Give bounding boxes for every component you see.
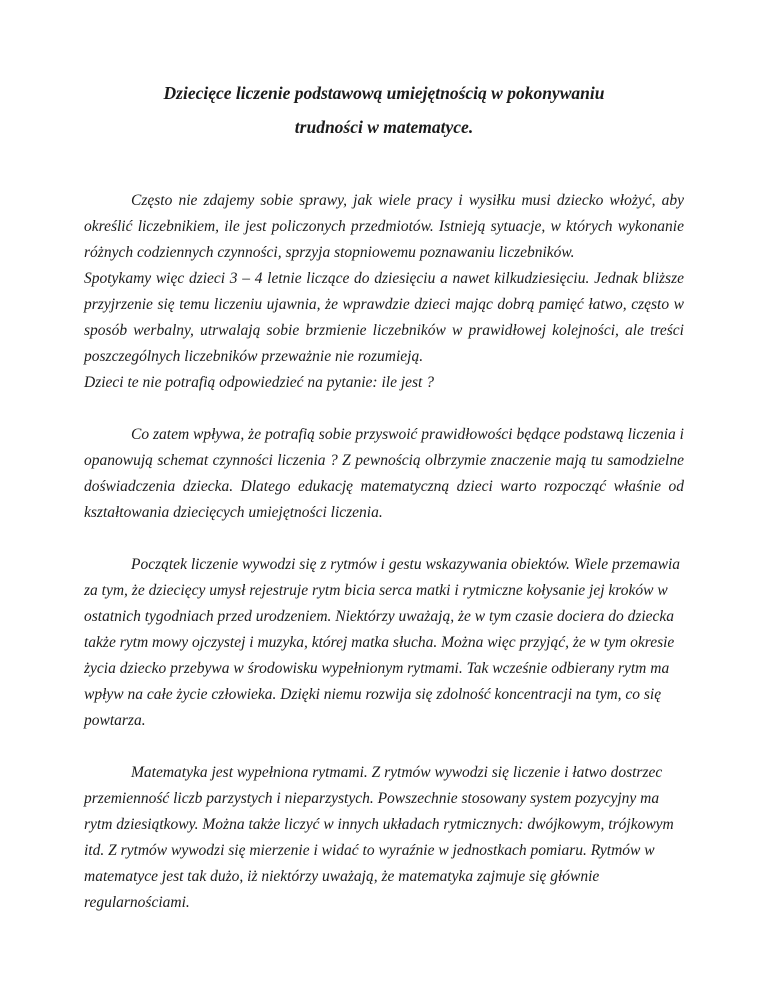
paragraph-1: Często nie zdajemy sobie sprawy, jak wiele pracy i wysiłku musi dziecko włożyć, aby określić liczebnikiem, ile jest policzonych przedmiotów. Istnieją sytuacje, w których wykonanie różnych codziennych czynności, sprzyja stopniowemu poznawaniu liczebników. — [84, 192, 684, 261]
paragraph-3: Dzieci te nie potrafią odpowiedzieć na pytanie: ile jest ? — [84, 374, 434, 391]
document-title-line-1: Dziecięce liczenie podstawową umiejętnością w pokonywaniu — [163, 83, 605, 103]
document-title-line-2: trudności w matematyce. — [294, 117, 474, 137]
paragraph-2: Spotykamy więc dzieci 3 – 4 letnie liczące do dziesięciu a nawet kilkudziesięciu. Jednak bliższe przyjrzenie się temu liczeniu ujawnia, że wprawdzie dzieci mając dobrą pamięć łatwo, często w sposób werbalny, utrwalają sobie brzmienie liczebników w prawidłowej kolejności, ale treści poszczególnych liczebników przeważnie nie rozumieją. — [84, 270, 684, 365]
paragraph-5: Początek liczenie wywodzi się z rytmów i gestu wskazywania obiektów. Wiele przemawia za tym, że dziecięcy umysł rejestruje rytm bicia serca matki i rytmiczne kołysanie jej kroków w ostatnich tygodniach przed urodzeniem. Niektórzy uważają, że w tym czasie dociera do dziecka także rytm mowy ojczystej i muzyka, której matka słucha. Można więc przyjąć, że w tym okresie życia dziecko przebywa w środowisku wypełnionym rytmami. Tak wcześnie odbierany rytm ma wpływ na całe życie człowieka. Dzięki niemu rozwija się zdolność koncentracji na tym, co się powtarza. — [84, 556, 681, 729]
paragraph-6: Matematyka jest wypełniona rytmami. Z rytmów wywodzi się liczenie i łatwo dostrzec przemienność liczb parzystych i nieparzystych. Powszechnie stosowany system pozycyjny ma rytm dziesiątkowy. Można także liczyć w innych układach rytmicznych: dwójkowym, trójkowym itd. Z rytmów wywodzi się mierzenie i widać to wyraźnie w jednostkach pomiaru. Rytmów w matematyce jest tak dużo, iż niektórzy uważają, że matematyka zajmuje się głównie regularnościami. — [84, 764, 674, 911]
document-title — [84, 76, 684, 144]
paragraph-4: Co zatem wpływa, że potrafią sobie przyswoić prawidłowości będące podstawą liczenia i opanowują schemat czynności liczenia ? Z pewnością olbrzymie znaczenie mają tu samodzielne doświadczenia dziecka. Dlatego edukację matematyczną dzieci warto rozpocząć właśnie od kształtowania dziecięcych umiejętności liczenia. — [84, 426, 684, 521]
